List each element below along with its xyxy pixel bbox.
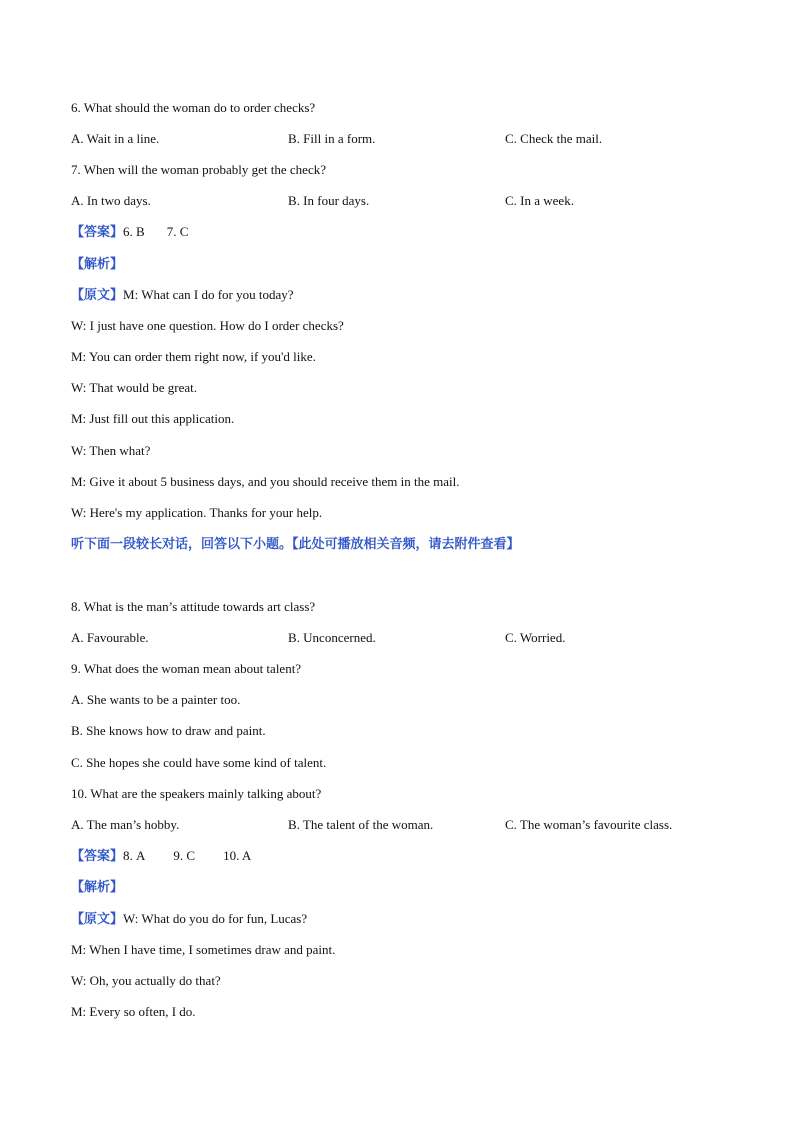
question-9: 9. What does the woman mean about talent? [71,661,302,676]
transcript-line: W: Oh, you actually do that? [71,973,221,988]
q8-option-c: C. Worried. [505,630,566,645]
answer-9: 9. C [173,848,196,863]
transcript-label: 【原文】 [71,287,124,302]
answer-7: 7. C [166,224,189,239]
q6-option-a: A. Wait in a line. [71,131,160,146]
q9-option-b: B. She knows how to draw and paint. [71,723,266,738]
transcript-line: W: That would be great. [71,380,197,395]
q9-option-c: C. She hopes she could have some kind of talent. [71,755,327,770]
answer-label: 【答案】 [71,848,124,863]
q10-option-c: C. The woman’s favourite class. [505,817,673,832]
answer-line-2 [71,848,251,864]
analysis-label: 【解析】 [71,879,124,894]
transcript-label: 【原文】 [71,911,124,926]
transcript-line: W: Then what? [71,443,151,458]
question-7: 7. When will the woman probably get the check? [71,162,326,177]
transcript-line [71,287,294,303]
answer-8: 8. A [123,848,146,863]
transcript-line: W: Here's my application. Thanks for your help. [71,505,323,520]
q7-option-a: A. In two days. [71,193,151,208]
transcript-line: M: You can order them right now, if you'd like. [71,349,316,364]
q9-option-a: A. She wants to be a painter too. [71,692,241,707]
q10-option-a: A. The man’s hobby. [71,817,180,832]
question-10: 10. What are the speakers mainly talking about? [71,786,322,801]
q10-option-b: B. The talent of the woman. [288,817,434,832]
transcript-line: W: I just have one question. How do I order checks? [71,318,344,333]
listening-instruction: 听下面一段较长对话，回答以下小题。【此处可播放相关音频，请去附件查看】 [71,536,520,551]
analysis-label: 【解析】 [71,256,124,271]
transcript-line [71,911,307,927]
transcript-line: M: When I have time, I sometimes draw and paint. [71,942,336,957]
question-6: 6. What should the woman do to order checks? [71,100,316,115]
answer-6: 6. B [123,224,145,239]
question-8: 8. What is the man’s attitude towards art class? [71,599,316,614]
transcript-text: M: What can I do for you today? [123,287,294,302]
q6-option-c: C. Check the mail. [505,131,603,146]
answer-label: 【答案】 [71,224,124,239]
answer-10: 10. A [223,848,252,863]
q7-option-b: B. In four days. [288,193,370,208]
q6-option-b: B. Fill in a form. [288,131,376,146]
transcript-line: M: Give it about 5 business days, and you should receive them in the mail. [71,474,460,489]
answer-line-1 [71,224,188,240]
q8-option-a: A. Favourable. [71,630,149,645]
q8-option-b: B. Unconcerned. [288,630,376,645]
transcript-line: M: Every so often, I do. [71,1004,196,1019]
transcript-line: M: Just fill out this application. [71,411,235,426]
q7-option-c: C. In a week. [505,193,574,208]
transcript-text: W: What do you do for fun, Lucas? [123,911,308,926]
